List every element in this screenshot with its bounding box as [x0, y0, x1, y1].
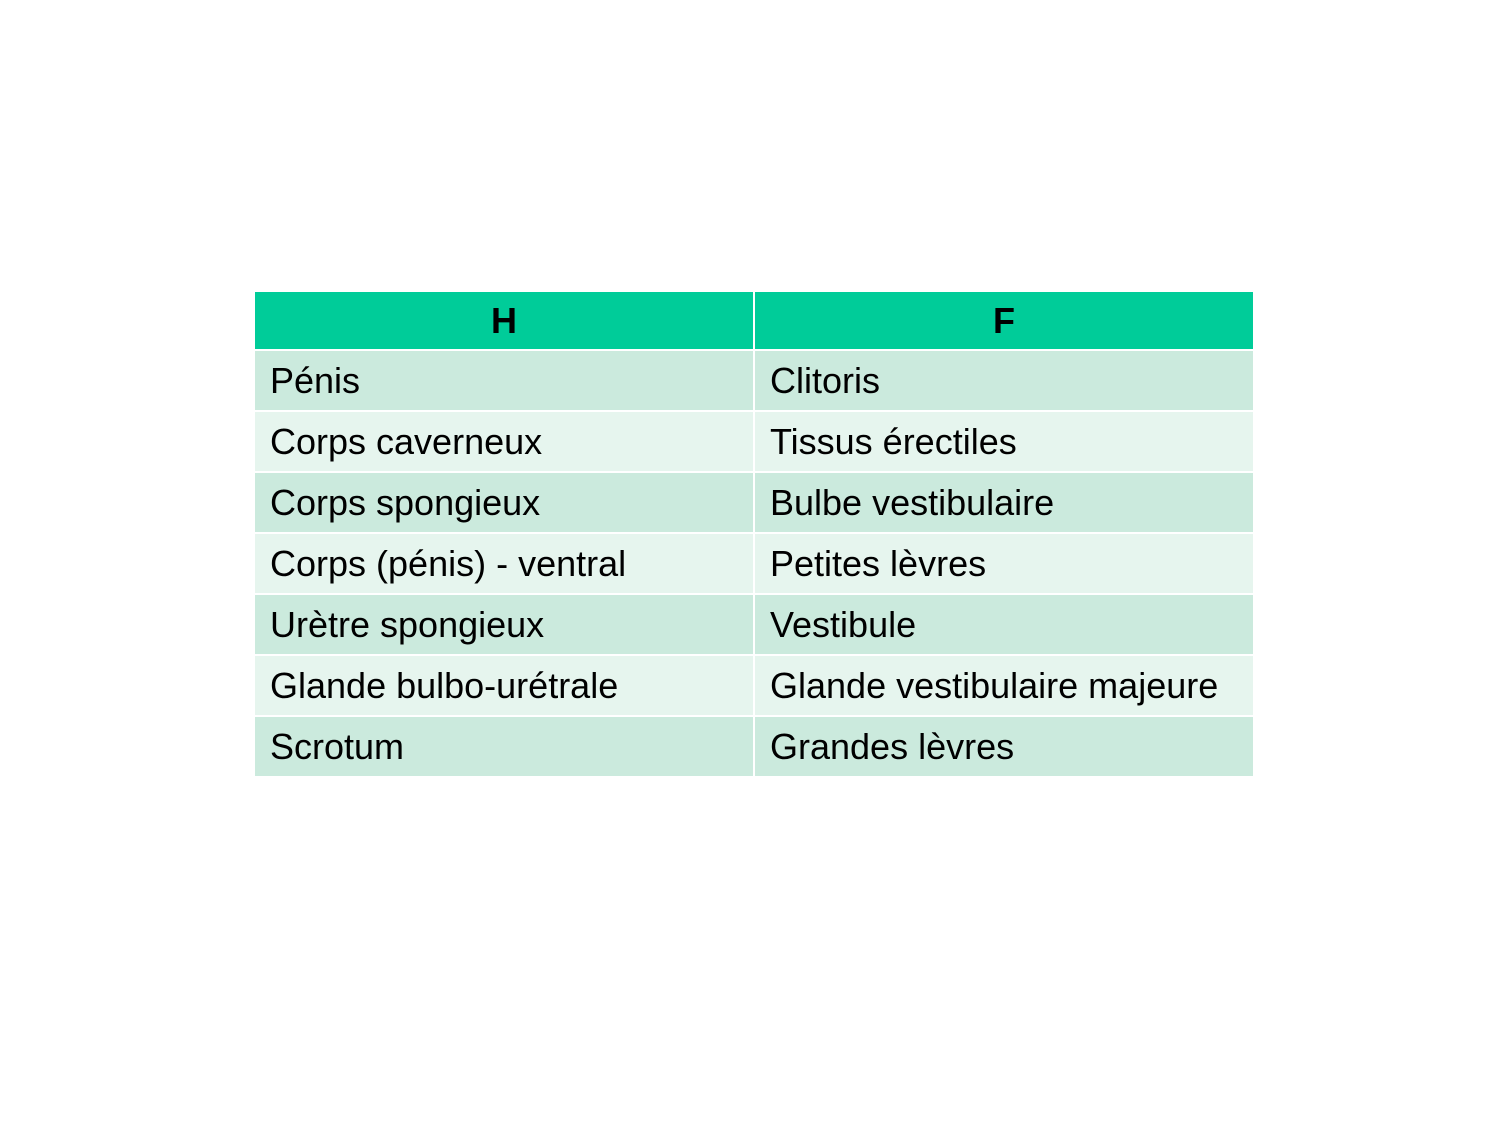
cell-f: Vestibule: [754, 594, 1254, 655]
table-row: [254, 594, 1254, 655]
cell-h: Corps caverneux: [254, 411, 754, 472]
header-f: F: [754, 291, 1254, 350]
cell-h: Urètre spongieux: [254, 594, 754, 655]
cell-h: Corps spongieux: [254, 472, 754, 533]
table-header-row: [254, 291, 1254, 350]
table-row: [254, 533, 1254, 594]
table-row: [254, 350, 1254, 411]
cell-f: Glande vestibulaire majeure: [754, 655, 1254, 716]
comparison-table: [253, 290, 1255, 778]
header-h: H: [254, 291, 754, 350]
table-row: [254, 655, 1254, 716]
cell-f: Petites lèvres: [754, 533, 1254, 594]
cell-f: Clitoris: [754, 350, 1254, 411]
cell-f: Tissus érectiles: [754, 411, 1254, 472]
cell-h: Corps (pénis) - ventral: [254, 533, 754, 594]
cell-f: Grandes lèvres: [754, 716, 1254, 777]
cell-h: Scrotum: [254, 716, 754, 777]
table-row: [254, 411, 1254, 472]
table-row: [254, 472, 1254, 533]
cell-h: Glande bulbo-urétrale: [254, 655, 754, 716]
cell-h: Pénis: [254, 350, 754, 411]
table-row: [254, 716, 1254, 777]
cell-f: Bulbe vestibulaire: [754, 472, 1254, 533]
